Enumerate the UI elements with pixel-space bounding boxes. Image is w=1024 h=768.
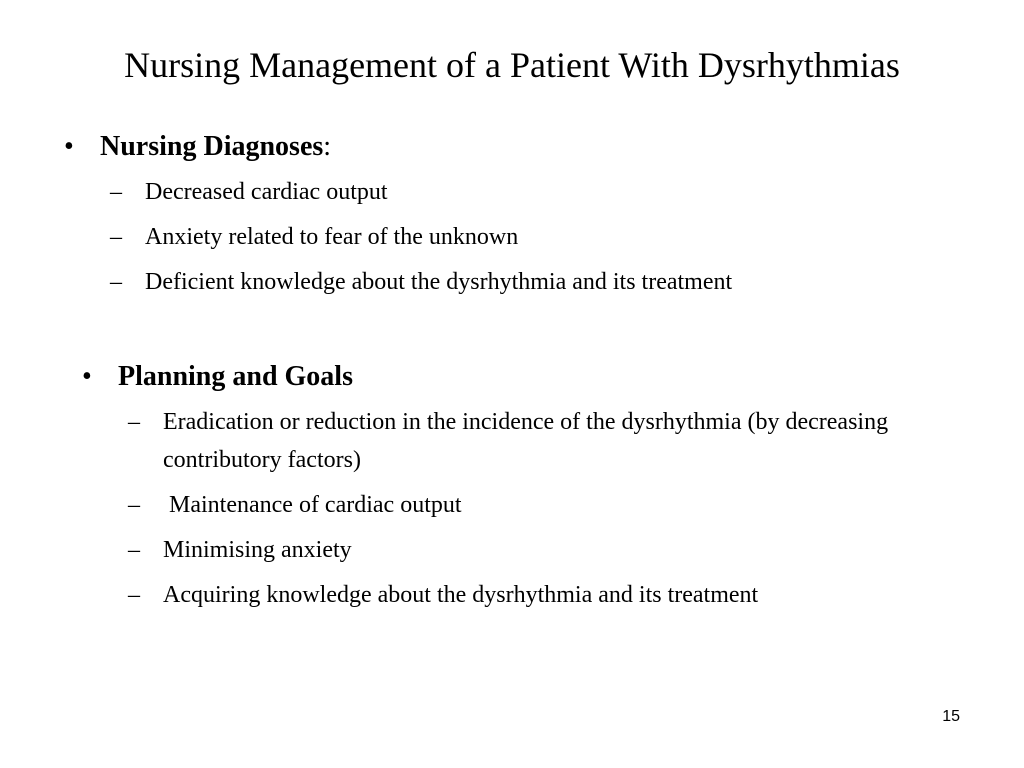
bullet-icon: •: [82, 361, 92, 392]
section-heading: [100, 128, 331, 166]
list-item-text: Decreased cardiac output: [145, 179, 388, 205]
list-item: [82, 486, 1004, 524]
dash-icon: –: [110, 269, 122, 295]
list-item: [82, 576, 1004, 614]
list-item: [64, 218, 1004, 256]
dash-icon: –: [110, 224, 122, 250]
section-heading-row: [64, 128, 1004, 166]
list-item-text: Acquiring knowledge about the dysrhythmia and its treatment: [163, 582, 759, 608]
list-item: [64, 173, 1004, 211]
section-heading: [118, 358, 353, 396]
list-item-text: Maintenance of cardiac output: [163, 492, 462, 518]
dash-icon: –: [128, 582, 140, 608]
list-item: [82, 531, 1004, 569]
section-heading-row: [82, 358, 1004, 396]
list-item: [64, 263, 1004, 301]
section-heading-label: Planning and Goals: [118, 361, 353, 392]
list-item-text: Deficient knowledge about the dysrhythmia and its treatment: [145, 269, 733, 295]
section-heading-suffix: :: [323, 131, 332, 162]
list-item-text: Anxiety related to fear of the unknown: [145, 224, 519, 250]
section-planning-goals: [82, 358, 1004, 614]
dash-icon: –: [128, 409, 140, 435]
dash-icon: –: [128, 537, 140, 563]
dash-icon: –: [110, 179, 122, 205]
bullet-icon: •: [64, 131, 74, 162]
dash-icon: –: [128, 492, 140, 518]
section-heading-label: Nursing Diagnoses: [100, 131, 324, 162]
page-number: 15: [942, 708, 960, 725]
list-item: [82, 403, 1004, 479]
list-item-text: Minimising anxiety: [163, 537, 352, 563]
list-item-text: Eradication or reduction in the incidence of the dysrhythmia (by decreasing contributory factors): [163, 409, 889, 473]
sub-list: [64, 173, 1004, 301]
sub-list: [82, 403, 1004, 614]
section-nursing-diagnoses: [64, 128, 1004, 301]
slide-title: Nursing Management of a Patient With Dysrhythmias: [124, 45, 900, 85]
